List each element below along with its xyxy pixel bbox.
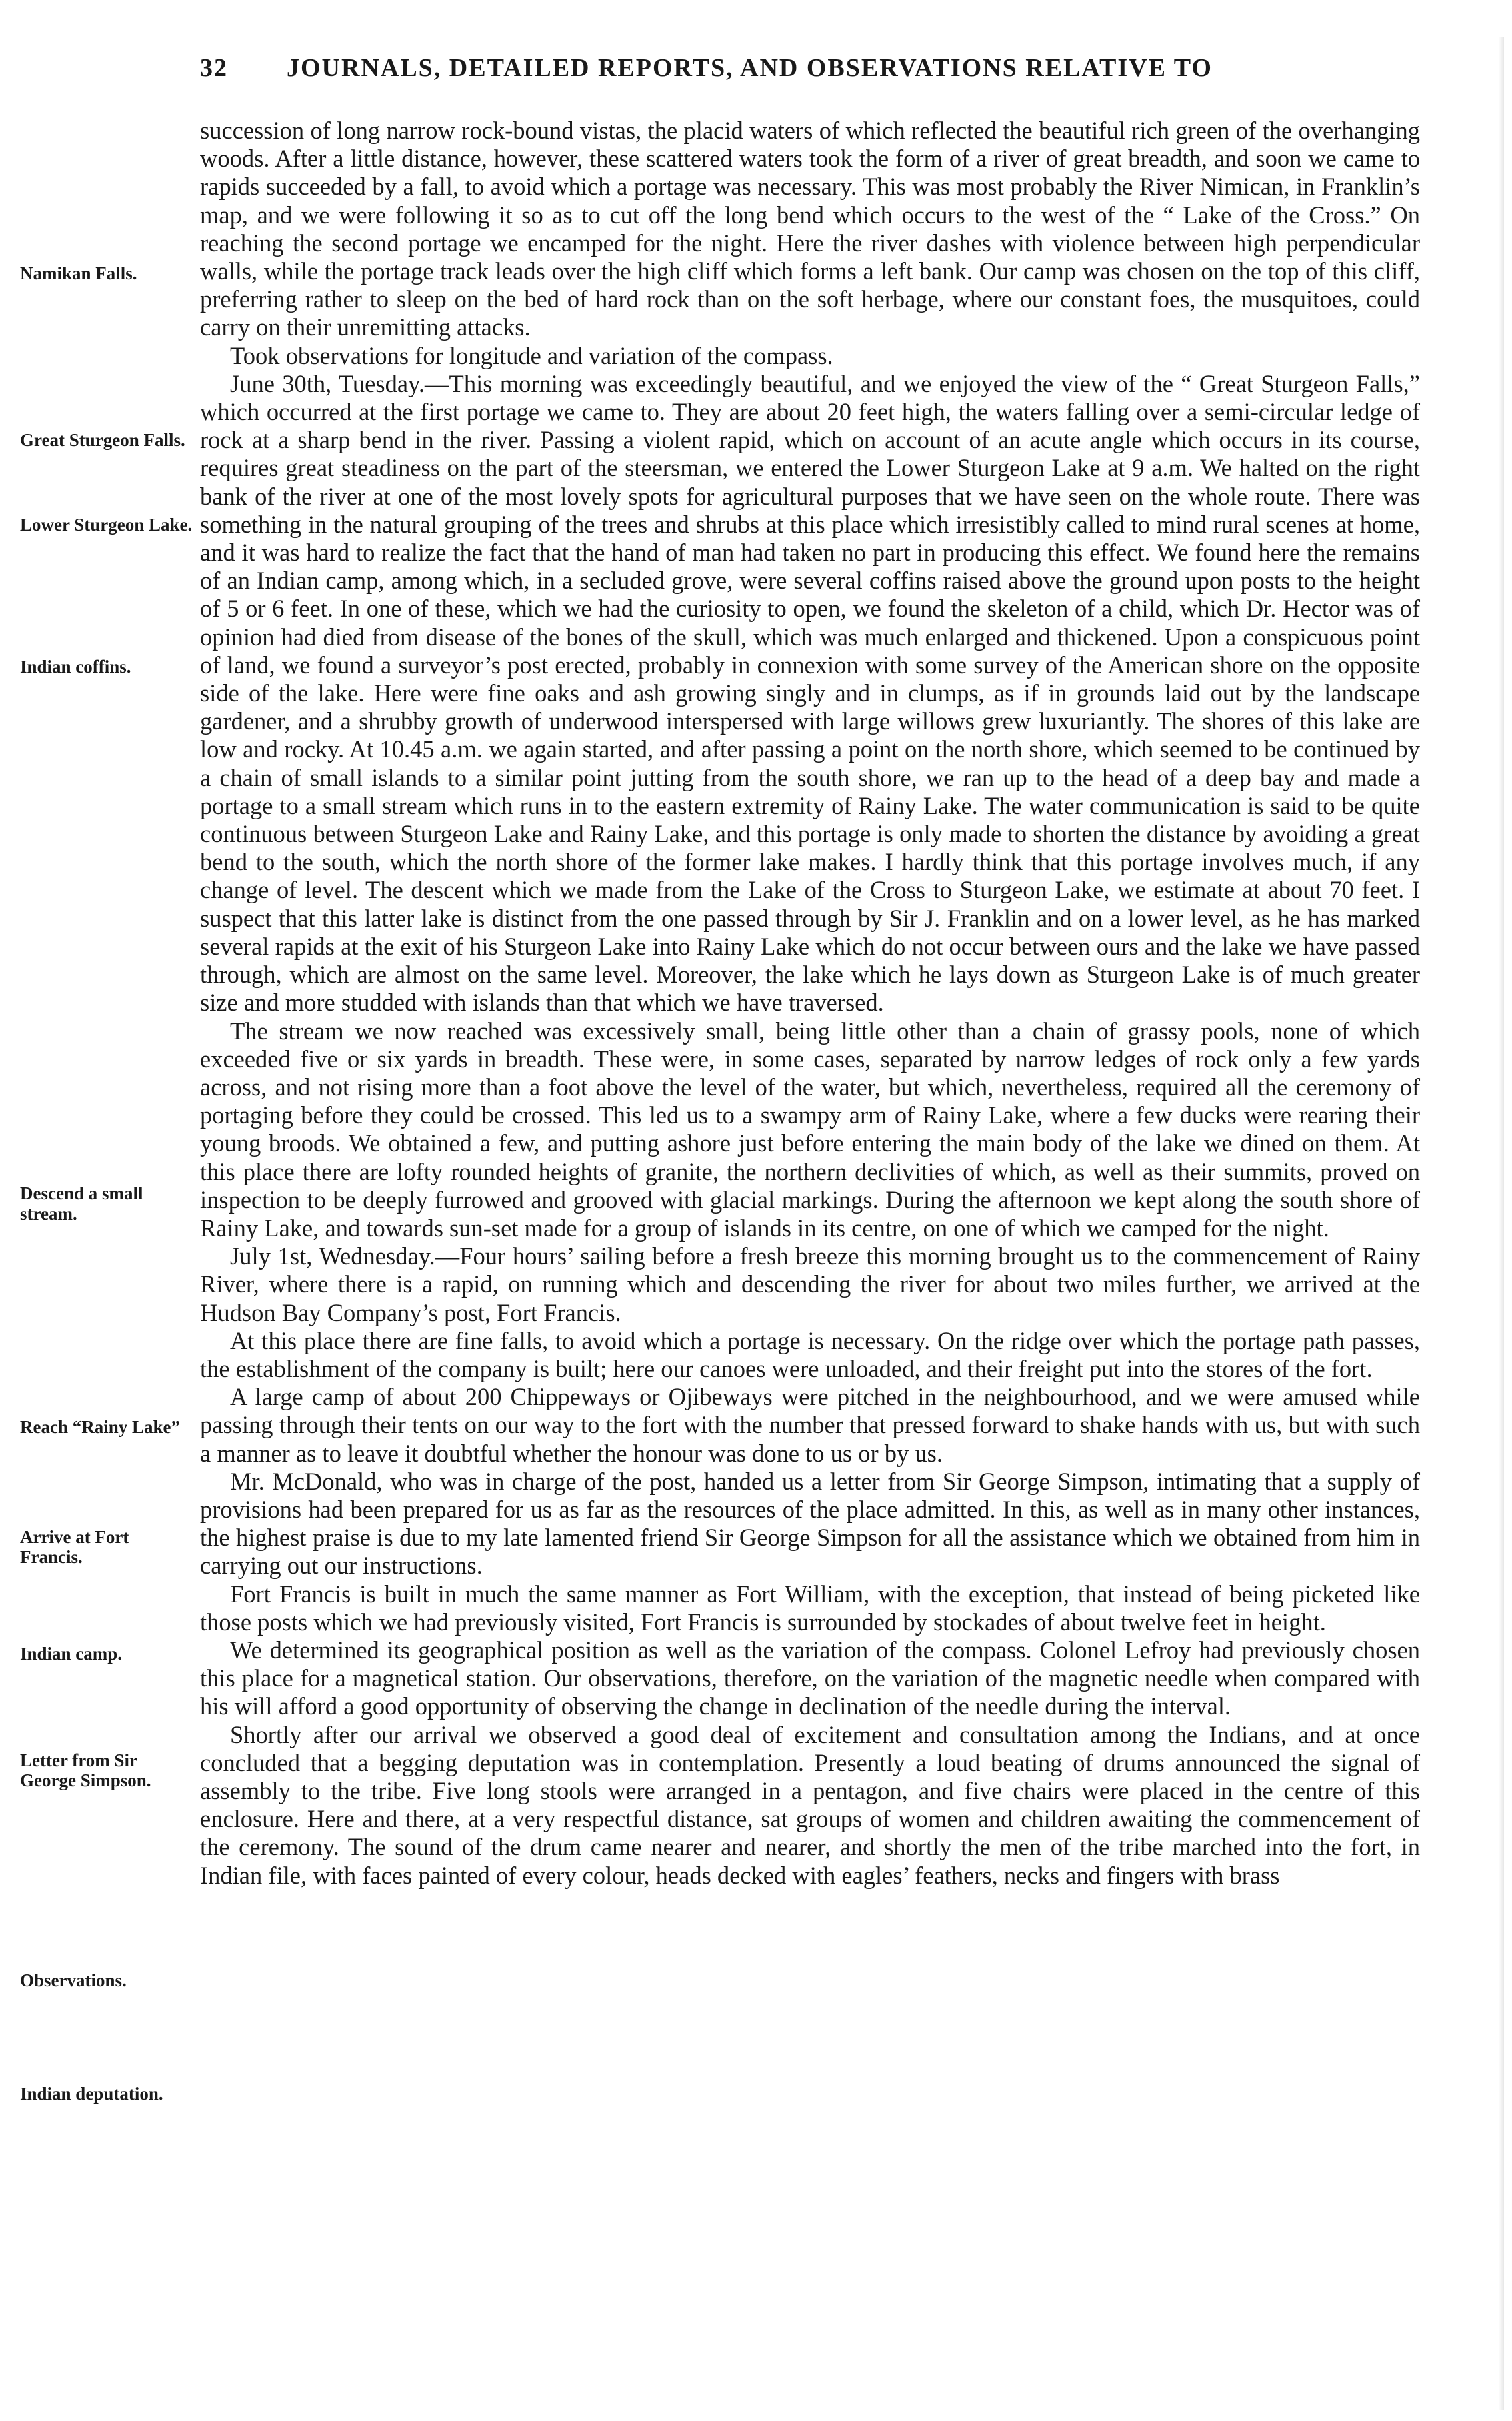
page-number: 32: [200, 54, 228, 82]
margin-note-reach-rainy-lake: Reach “Rainy Lake”: [20, 1417, 181, 1437]
margin-note-indian-camp: Indian camp.: [20, 1644, 123, 1664]
main-text: [200, 117, 1420, 1890]
margin-note-observations: Observations.: [20, 1970, 127, 1990]
paragraph-3: June 30th, Tuesday.—This morning was exceedingly beautiful, and we enjoyed the view of the “ Great Sturgeon Falls,” which occurred at the first portage we came to. They are about 20 feet high, the waters falling over a semi-circular ledge of rock at a sharp bend in the river. Passing a violent rapid, which on account of an acute angle which occurs in its course, requires great steadiness on the part of the steersman, we entered the Lower Sturgeon Lake at 9 a.m. We halted on the right bank of the river at one of the most lovely spots for agricultural purposes that we have seen on the whole route. There was something in the natural grouping of the trees and shrubs at this place which irresistibly called to mind rural scenes at home, and it was hard to realize the fact that the hand of man had taken no part in producing this effect. We found here the remains of an Indian camp, among which, in a secluded grove, were several coffins raised above the ground upon posts to the height of 5 or 6 feet. In one of these, which we had the curiosity to open, we found the skeleton of a child, which Dr. Hector was of opinion had died from disease of the bones of the skull, which was much enlarged and thickened. Upon a conspicuous point of land, we found a surveyor’s post erected, probably in connexion with some survey of the American shore on the opposite side of the lake. Here were fine oaks and ash growing singly and in clumps, as if in grounds laid out by the landscape gardener, and a shrubby growth of underwood interspersed with large willows grew luxuriantly. The shores of this lake are low and rocky. At 10.45 a.m. we again started, and after passing a point on the north shore, which seemed to be continued by a chain of small islands to a similar point jutting from the south shore, we ran up to the head of a deep bay and made a portage to a small stream which runs in to the eastern extremity of Rainy Lake. The water communication is said to be quite continuous between Sturgeon Lake and Rainy Lake, and this portage is only made to shorten the distance by avoiding a great bend to the south, which the north shore of the former lake makes. I hardly think that this portage involves much, if any change of level. The descent which we made from the Lake of the Cross to Sturgeon Lake, we estimate at about 70 feet. I suspect that this latter lake is distinct from the one passed through by Sir J. Franklin and on a lower level, as he has marked several rapids at the exit of his Sturgeon Lake into Rainy Lake which do not occur between ours and the lake we have passed through, which are almost on the same level. Moreover, the lake which he lays down as Sturgeon Lake is of much greater size and more studded with islands than that which we have traversed.: [200, 369, 1420, 1017]
paragraph-1: succession of long narrow rock-bound vistas, the placid waters of which reflected the beautiful rich green of the overhanging woods. After a little distance, however, these scattered waters took the form of a river of great breadth, and soon we came to rapids succeeded by a fall, to avoid which a portage was necessary. This was most probably the River Nimican, in Franklin’s map, and we were following it so as to cut off the long bend which occurs to the west of the “ Lake of the Cross.” On reaching the second portage we encamped for the night. Here the river dashes with violence between high perpendicular walls, while the portage track leads over the high cliff which forms a left bank. Our camp was chosen on the top of this cliff, preferring rather to sleep on the bed of hard rock than on the soft herbage, where our constant foes, the musquitoes, could carry on their unremitting attacks.: [200, 117, 1420, 341]
margin-note-indian-deputation: Indian deputation.: [20, 2084, 163, 2104]
paragraph-9: Fort Francis is built in much the same manner as Fort William, with the exception, that instead of being picketed like those posts which we had previously visited, Fort Francis is surrounded by stockades of about twelve feet in height.: [200, 1580, 1420, 1636]
paragraph-4: The stream we now reached was excessively small, being little other than a chain of grassy pools, none of which exceeded five or six yards in breadth. These were, in some cases, separated by narrow ledges of rock only a few yards across, and not rising more than a foot above the level of the water, but which, nevertheless, required all the ceremony of portaging before they could be crossed. This led us to a swampy arm of Rainy Lake, where a few ducks were rearing their young broods. We obtained a few, and putting ashore just before entering the main body of the lake we dined on them. At this place there are lofty rounded heights of granite, the northern declivities of which, as well as their summits, proved on inspection to be deeply furrowed and grooved with glacial markings. During the afternoon we kept along the south shore of Rainy Lake, and towards sun-set made for a group of islands in its centre, on one of which we camped for the night.: [200, 1017, 1420, 1242]
paragraph-8: Mr. McDonald, who was in charge of the post, handed us a letter from Sir George Simpson, intimating that a supply of provisions had been prepared for us as far as the resources of the place admitted. In this, as well as in many other instances, the highest praise is due to my late lamented friend Sir George Simpson for all the assistance which we obtained from him in carrying out our instructions.: [200, 1467, 1420, 1580]
paragraph-10: We determined its geographical position as well as the variation of the compass. Colonel Lefroy had previously chosen this place for a magnetical station. Our observations, therefore, on the variation of the magnetic needle when compared with his will afford a good opportunity of observing the change in declination of the needle during the interval.: [200, 1636, 1420, 1720]
margin-note-namikan-falls: Namikan Falls.: [20, 263, 137, 283]
paragraph-7: A large camp of about 200 Chippeways or Ojibeways were pitched in the neighbourhood, and we were amused while passing through their tents on our way to the fort with the number that pressed forward to shake hands with us, but with such a manner as to leave it doubtful whether the honour was done to us or by us.: [200, 1383, 1420, 1467]
margin-note-letter-sir-george: Letter from Sir George Simpson.: [20, 1750, 151, 1790]
paragraph-6: At this place there are fine falls, to avoid which a portage is necessary. On the ridge over which the portage path passes, the establishment of the company is built; here our canoes were unloaded, and their freight put into the stores of the fort.: [200, 1326, 1420, 1382]
margin-note-arrive-fort-francis: Arrive at Fort Francis.: [20, 1527, 129, 1567]
paragraph-2: Took observations for longitude and variation of the compass.: [230, 341, 833, 369]
margin-note-lower-sturgeon-lake: Lower Sturgeon Lake.: [20, 515, 193, 535]
paragraph-5: July 1st, Wednesday.—Four hours’ sailing before a fresh breeze this morning brought us to the commencement of Rainy River, where there is a rapid, on running which and descending the river for about two miles further, we arrived at the Hudson Bay Company’s post, Fort Francis.: [200, 1242, 1420, 1326]
margin-note-great-sturgeon-falls: Great Sturgeon Falls.: [20, 430, 185, 450]
page-header: [200, 53, 1333, 100]
margin-note-indian-coffins: Indian coffins.: [20, 657, 131, 677]
paragraph-11: Shortly after our arrival we observed a good deal of excitement and consultation among the Indians, and at once concluded that a begging deputation was in contemplation. Presently a loud beating of drums announced the signal of assembly to the tribe. Five long stools were arranged in a pentagon, and five chairs were placed in the centre of this enclosure. Here and there, at a very respectful distance, sat groups of women and children awaiting the commencement of the ceremony. The sound of the drum came nearer and nearer, and shortly the men of the tribe marched into the fort, in Indian file, with faces painted of every colour, heads decked with eagles’ feathers, necks and fingers with brass: [200, 1720, 1420, 1889]
scan-edge-divider: [1499, 37, 1504, 2410]
running-title: JOURNALS, DETAILED REPORTS, AND OBSERVATIONS RELATIVE TO: [287, 54, 1213, 82]
margin-note-descend-small-stream: Descend a small stream.: [20, 1183, 143, 1224]
